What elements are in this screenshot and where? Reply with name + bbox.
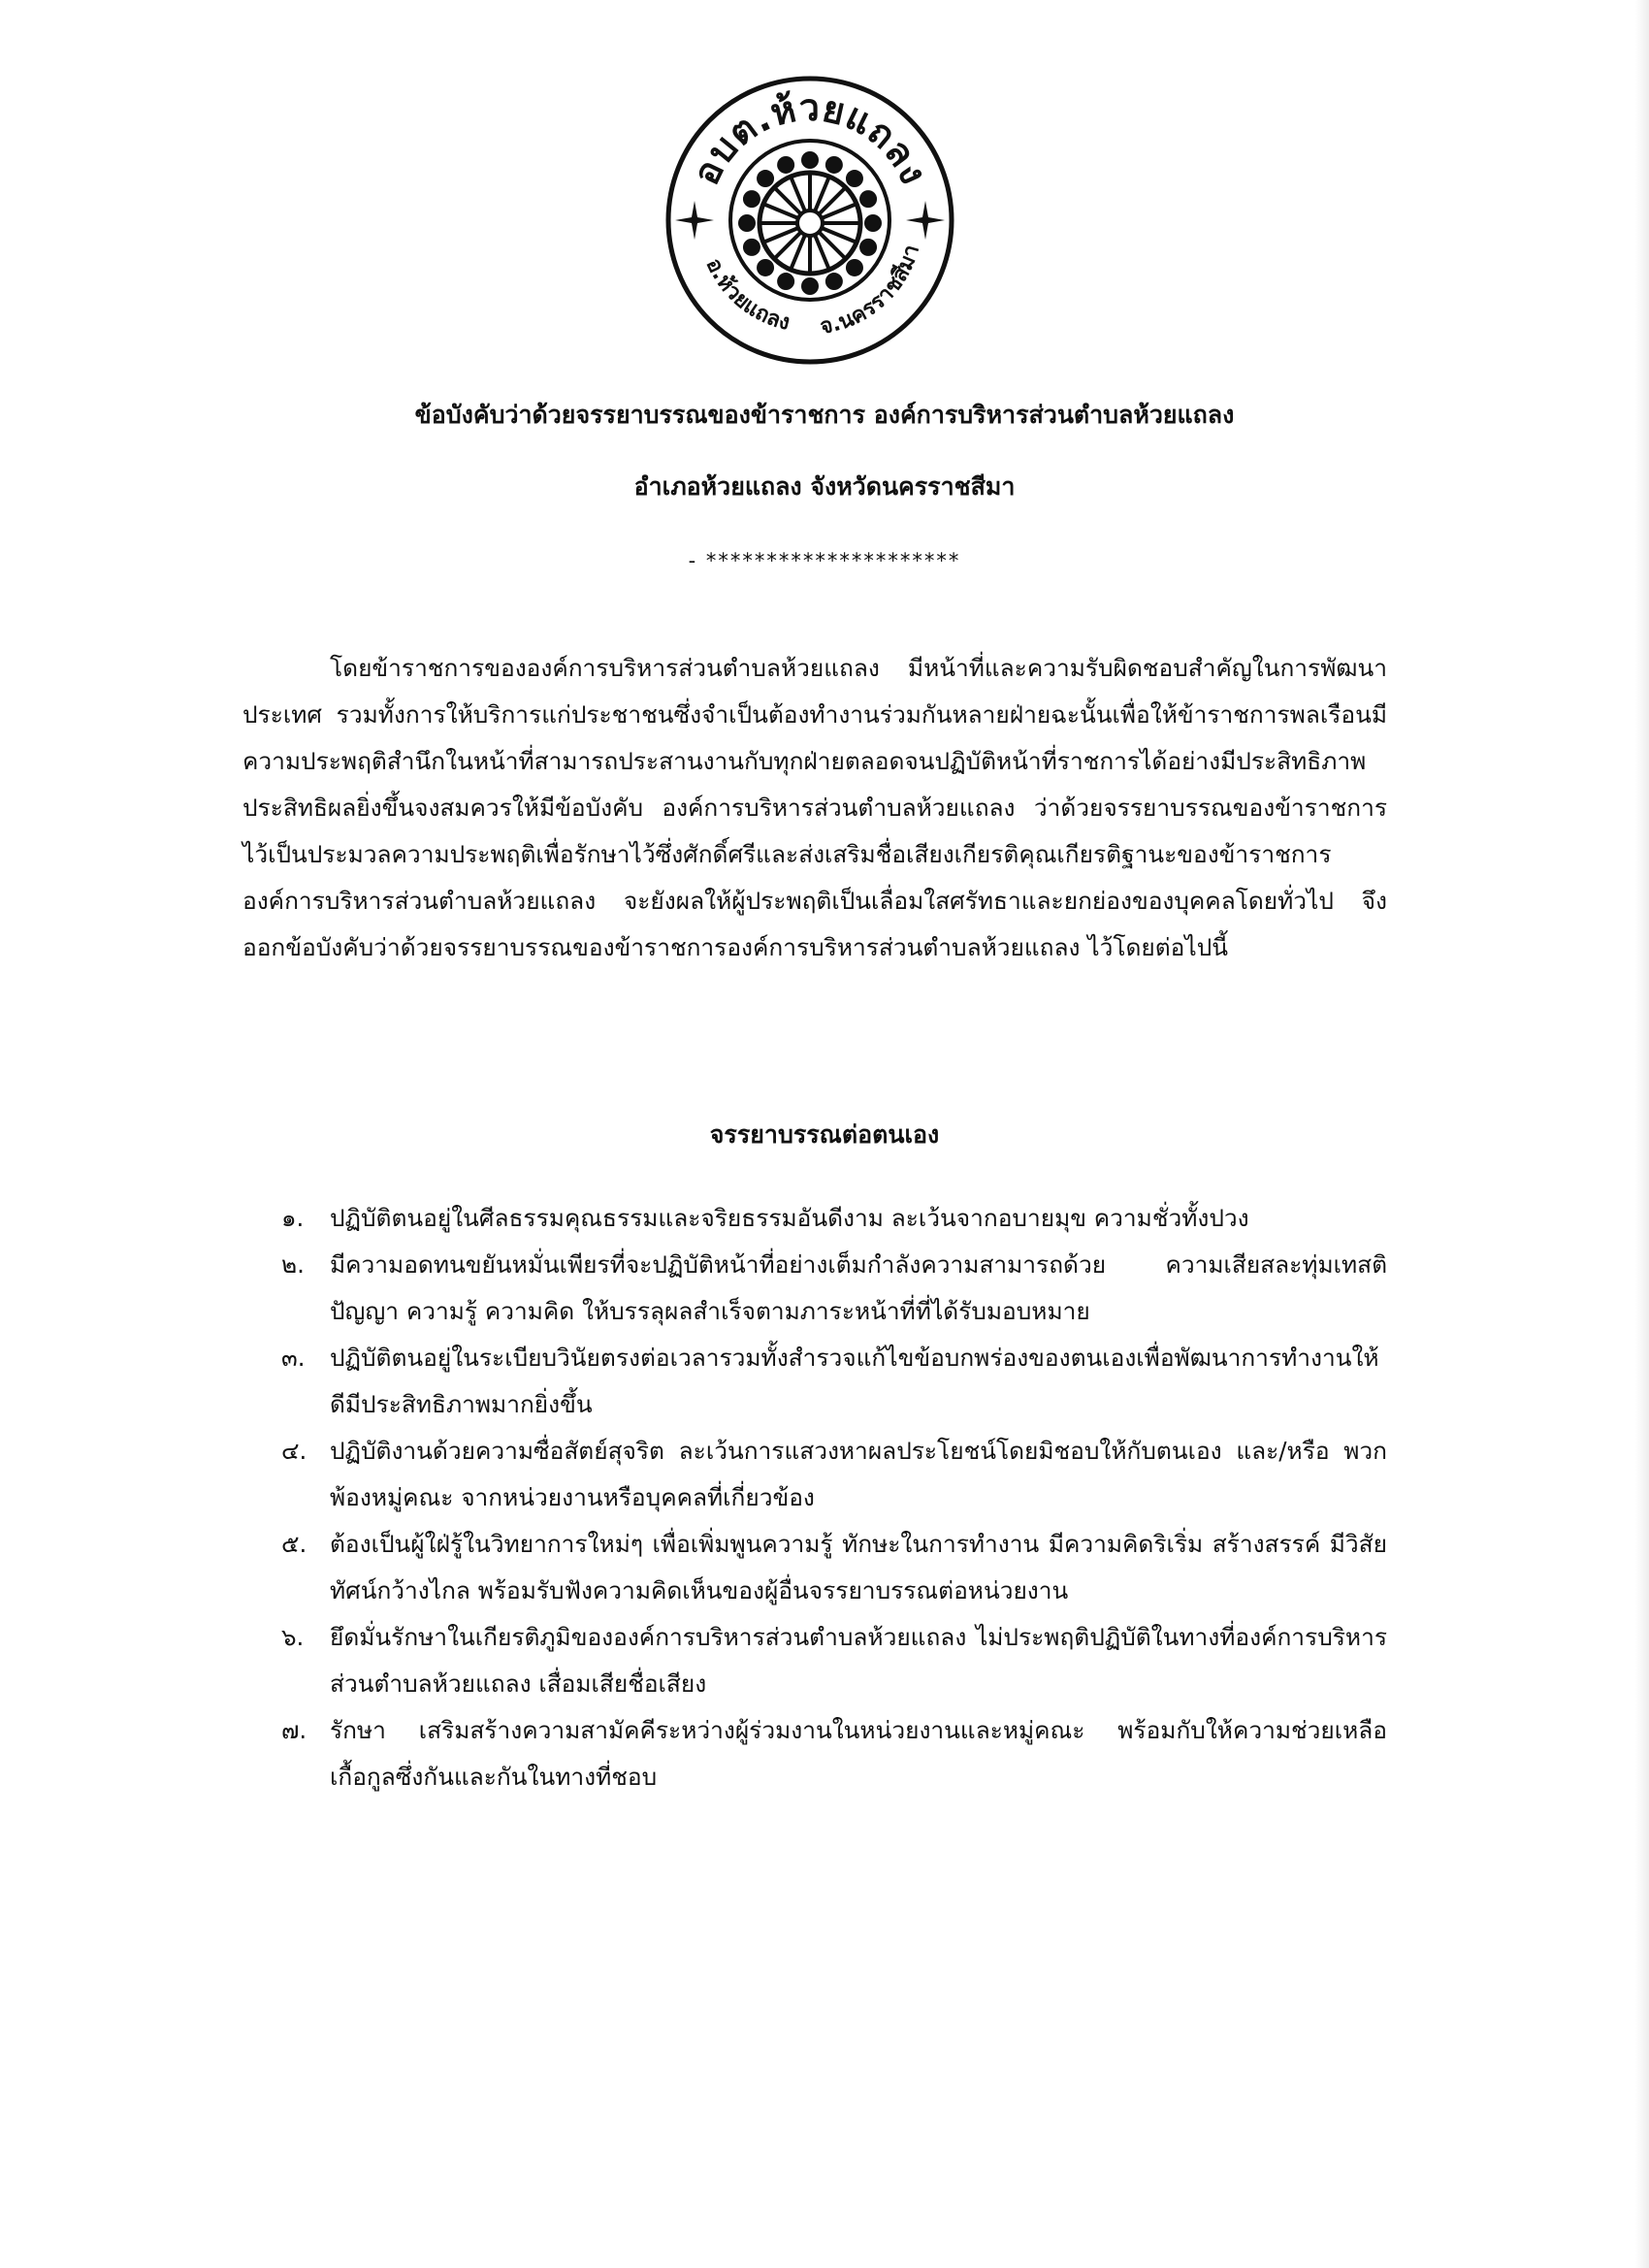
item-number: ๒. [281,1250,305,1279]
wheel-dot [859,190,877,208]
list-item [281,1707,1387,1800]
item-text: ปฏิบัติตนอยู่ในระเบียบวินัยตรงต่อเวลารวมทั้งสำรวจแก้ไขข้อบกพร่องของตนเองเพื่อพัฒนาการทำงานให้ดีมีประสิทธิภาพมากยิ่งขึ้น [330,1344,1379,1418]
seal-star-right [906,201,945,240]
seal-right-text: จ.นครราชสีมา [818,242,925,340]
wheel-dot [825,156,843,174]
wheel-dot [846,259,863,276]
item-number: ๕. [281,1530,307,1558]
wheel-dot [743,190,760,208]
wheel-dot [864,214,882,232]
wheel-dot [801,277,819,295]
item-text: ปฏิบัติงานด้วยความซื่อสัตย์สุจริต ละเว้นการแสวงหาผลประโยชน์โดยมิชอบให้กับตนเอง และ/หรือ พวกพ้องหมู่คณะ จากหน่วยงานหรือบุคคลที่เกี่ยวข้อง [330,1437,1387,1511]
seal-left-text: อ.ห้วยแถลง [700,254,792,336]
wheel-dot [777,273,794,290]
wheel-dot [743,239,760,256]
item-number: ๗. [281,1716,307,1744]
section-heading: จรรยาบรรณต่อตนเอง [709,1120,940,1149]
wheel-dot [825,273,843,290]
seal-wheel-emblem [738,151,882,295]
wheel-dot [846,170,863,187]
item-text: มีความอดทนขยันหมั่นเพียรที่จะปฏิบัติหน้าที่อย่างเต็มกำลังความสามารถด้วย ความเสียสละทุ่มเทสติปัญญา ความรู้ ความคิด ให้บรรลุผลสำเร็จตามภาระหน้าที่ที่ได้รับมอบหมาย [330,1250,1387,1325]
item-text: ต้องเป็นผู้ใฝ่รู้ในวิทยาการใหม่ๆ เพื่อเพิ่มพูนความรู้ ทักษะในการทำงาน มีความคิดริเริ่ม สร้างสรรค์ มีวิสัยทัศน์กว้างไกล พร้อมรับฟังความคิดเห็นของผู้อื่นจรรยาบรรณต่อหน่วยงาน [330,1530,1387,1604]
wheel-dot [801,151,819,169]
wheel-dot [738,214,756,232]
ethics-rules-list [281,1195,1387,1800]
item-number: ๑. [281,1204,305,1232]
list-item [281,1335,1387,1428]
seal-star-left [675,201,714,240]
organization-seal [660,70,960,371]
list-item [281,1242,1387,1335]
list-item [281,1614,1387,1707]
intro-section [242,645,1387,971]
item-text: ปฏิบัติตนอยู่ในศีลธรรมคุณธรรมและจริยธรรมอันดีงาม ละเว้นจากอบายมุข ความชั่วทั้งปวง [330,1204,1249,1232]
list-item [281,1521,1387,1614]
wheel-dot [777,156,794,174]
separator-stars: - ********************* [688,549,961,572]
list-item [281,1195,1387,1242]
item-text: ยึดมั่นรักษาในเกียรติภูมิขององค์การบริหารส่วนตำบลห้วยแถลง ไม่ประพฤติปฏิบัติในทางที่องค์การบริหารส่วนตำบลห้วยแถลง เสื่อมเสียชื่อเสียง [330,1623,1387,1698]
item-number: ๖. [281,1623,305,1651]
item-number: ๔. [281,1437,307,1465]
seal-graphic [660,70,960,371]
document-title-line-2: อำเภอห้วยแถลง จังหวัดนครราชสีมา [633,472,1016,501]
wheel-dot [859,239,877,256]
seal-top-text: อบต.ห้วยแถลง [684,85,936,192]
list-item [281,1428,1387,1521]
wheel-dot [757,259,774,276]
wheel-dot [757,170,774,187]
intro-paragraph: โดยข้าราชการขององค์การบริหารส่วนตำบลห้วยแถลง มีหน้าที่และความรับผิดชอบสำคัญในการพัฒนาประเทศ รวมทั้งการให้บริการแก่ประชาชนซึ่งจำเป็นต้องทำงานร่วมกันหลายฝ่ายฉะนั้นเพื่อให้ข้าราชการพลเรือนมีความประพฤติสำนึกในหน้าที่สามารถประสานงานกับทุกฝ่ายตลอดจนปฏิบัติหน้าที่ราชการได้อย่างมีประสิทธิภาพประสิทธิผลยิ่งขึ้นจงสมควรให้มีข้อบังคับ องค์การบริหารส่วนตำบลห้วยแถลง ว่าด้วยจรรยาบรรณของข้าราชการไว้เป็นประมวลความประพฤติเพื่อรักษาไว้ซึ่งศักดิ์ศรีและส่งเสริมชื่อเสียงเกียรติคุณเกียรติฐานะของข้าราชการองค์การบริหารส่วนตำบลห้วยแถลง จะยังผลให้ผู้ประพฤติเป็นเลื่อมใสศรัทธาและยกย่องของบุคคลโดยทั่วไป จึงออกข้อบังคับว่าด้วยจรรยาบรรณของข้าราชการองค์การบริหารส่วนตำบลห้วยแถลง ไว้โดยต่อไปนี้ [242,654,1387,961]
item-text: รักษา เสริมสร้างความสามัคคีระหว่างผู้ร่วมงานในหน่วยงานและหมู่คณะ พร้อมกับให้ความช่วยเหลือเกื้อกูลซึ่งกันและกันในทางที่ชอบ [330,1716,1387,1791]
wheel-hub [797,211,823,236]
document-title-line-1: ข้อบังคับว่าด้วยจรรยาบรรณของข้าราชการ องค์การบริหารส่วนตำบลห้วยแถลง [414,401,1235,429]
item-number: ๓. [281,1344,306,1372]
